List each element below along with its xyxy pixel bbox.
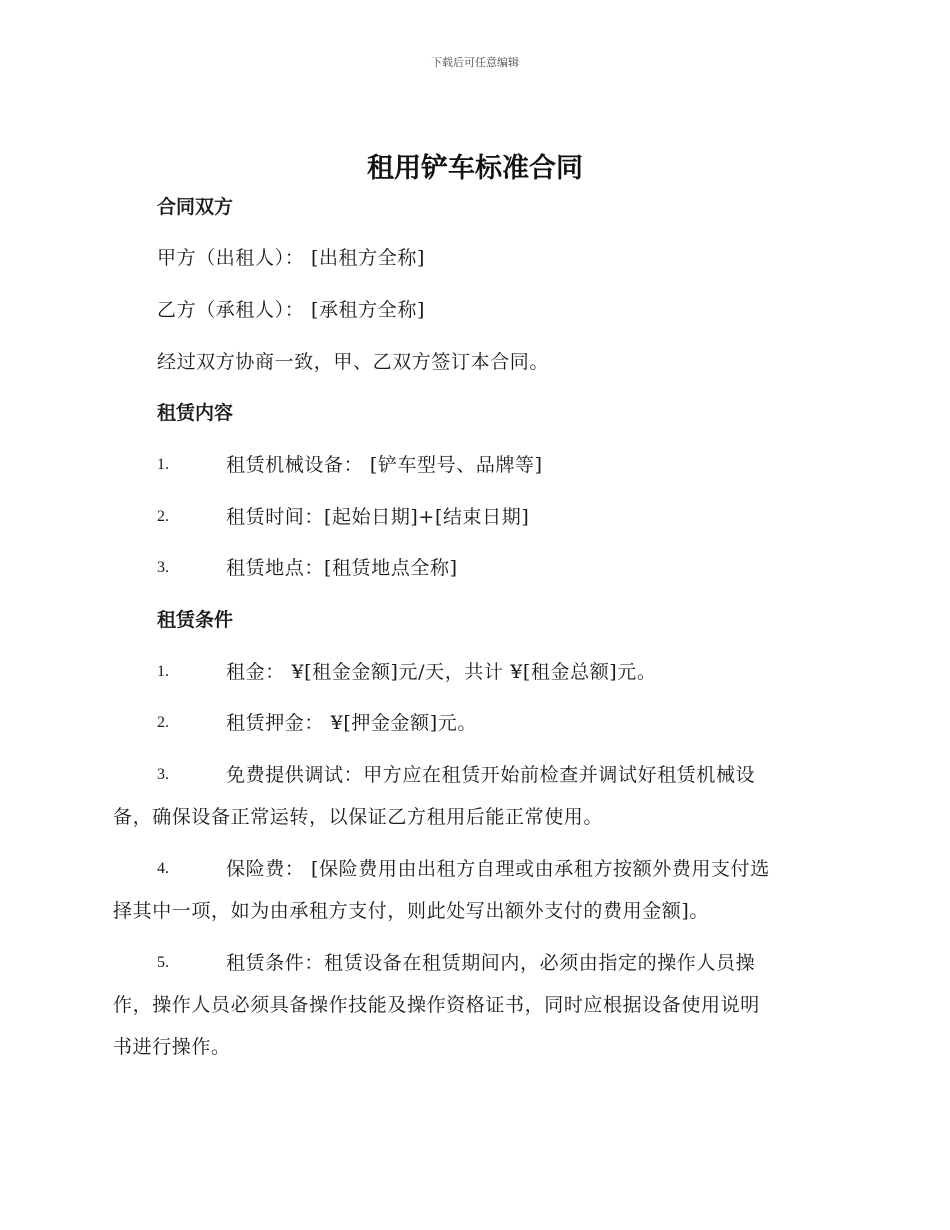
list-item-text: 租赁条件：租赁设备在租赁期间内，必须由指定的操作人员操 bbox=[226, 952, 756, 974]
list-item-text: 保险费： [保险费用由出租方自理或由承租方按额外费用支付选 bbox=[226, 858, 770, 880]
document-title: 租用铲车标准合同 bbox=[367, 153, 583, 184]
header-note: 下载后可任意编辑 bbox=[431, 56, 519, 69]
list-item-number: 4. bbox=[157, 860, 169, 877]
list-item-text-continuation: 备，确保设备正常运转，以保证乙方租用后能正常使用。 bbox=[113, 806, 604, 828]
agreement-line: 经过双方协商一致，甲、乙双方签订本合同。 bbox=[157, 351, 550, 373]
list-item-text: 免费提供调试：甲方应在租赁开始前检查并调试好租赁机械设 bbox=[226, 764, 756, 786]
list-item-number: 1. bbox=[157, 456, 169, 473]
section-heading-lease-terms: 租赁条件 bbox=[157, 609, 234, 631]
list-item-text: 租金： ¥[租金金额]元/天，共计 ¥[租金总额]元。 bbox=[226, 661, 657, 683]
party-b-line: 乙方（承租人）： [承租方全称] bbox=[157, 299, 425, 321]
list-item-text: 租赁地点：[租赁地点全称] bbox=[226, 557, 458, 579]
list-item-text: 租赁机械设备： [铲车型号、品牌等] bbox=[226, 454, 543, 476]
list-item-number: 5. bbox=[157, 954, 169, 971]
party-a-line: 甲方（出租人）： [出租方全称] bbox=[157, 247, 425, 269]
list-item-number: 1. bbox=[157, 663, 169, 680]
list-item-text-continuation: 作，操作人员必须具备操作技能及操作资格证书，同时应根据设备使用说明 bbox=[113, 994, 760, 1016]
list-item-text: 租赁押金： ¥[押金金额]元。 bbox=[226, 712, 477, 734]
list-item-number: 2. bbox=[157, 714, 169, 731]
list-item-number: 3. bbox=[157, 766, 169, 783]
list-item-number: 2. bbox=[157, 508, 169, 525]
list-item-number: 3. bbox=[157, 559, 169, 576]
list-item-text-continuation: 书进行操作。 bbox=[113, 1036, 231, 1058]
list-item-text-continuation: 择其中一项，如为由承租方支付，则此处写出额外支付的费用金额]。 bbox=[113, 900, 710, 922]
section-heading-parties: 合同双方 bbox=[157, 196, 234, 218]
list-item-text: 租赁时间：[起始日期]+[结束日期] bbox=[226, 506, 530, 528]
section-heading-lease-content: 租赁内容 bbox=[157, 402, 234, 424]
